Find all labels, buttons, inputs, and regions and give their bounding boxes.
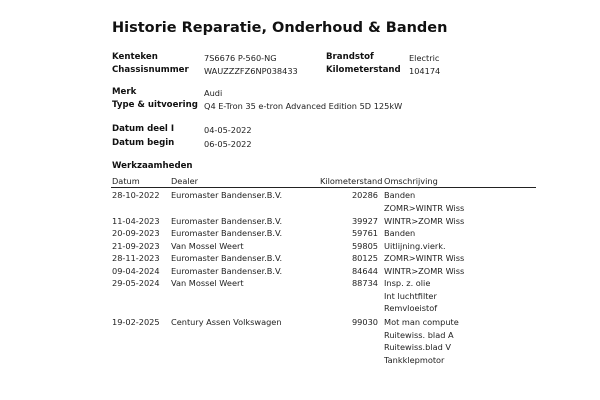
kenteken-value: 7S6676 P-560-NG bbox=[204, 53, 277, 63]
row-datum: 11-04-2023 bbox=[112, 216, 160, 226]
header-omschrijving: Omschrijving bbox=[384, 176, 438, 186]
row-omschrijving: ZOMR>WINTR Wiss bbox=[384, 203, 465, 213]
merk-value: Audi bbox=[204, 88, 223, 98]
row-datum: 20-09-2023 bbox=[112, 228, 160, 238]
row-kilometerstand: 39927 bbox=[351, 216, 378, 226]
brandstof-label: Brandstof bbox=[326, 52, 374, 62]
row-omschrijving: Insp. z. olie bbox=[384, 278, 431, 288]
datum-deel-value: 04-05-2022 bbox=[204, 125, 252, 135]
kenteken-label: Kenteken bbox=[112, 52, 158, 62]
datum-deel-label: Datum deel I bbox=[112, 124, 175, 134]
row-datum: 09-04-2024 bbox=[112, 266, 160, 276]
row-omschrijving: ZOMR>WINTR Wiss bbox=[384, 253, 465, 263]
merk-label: Merk bbox=[112, 87, 137, 97]
chassis-value: WAUZZZFZ6NP038433 bbox=[204, 66, 298, 76]
row-omschrijving: Mot man compute bbox=[384, 317, 459, 327]
header-dealer: Dealer bbox=[171, 176, 199, 186]
row-datum: 21-09-2023 bbox=[112, 241, 160, 251]
row-dealer: Euromaster Bandenser.B.V. bbox=[171, 216, 283, 226]
row-omschrijving: WINTR>ZOMR Wiss bbox=[384, 216, 465, 226]
header-divider bbox=[111, 187, 536, 188]
row-kilometerstand: 59761 bbox=[351, 228, 378, 238]
row-kilometerstand: 84644 bbox=[351, 266, 378, 276]
row-dealer: Euromaster Bandenser.B.V. bbox=[171, 253, 283, 263]
type-value: Q4 E-Tron 35 e-tron Advanced Edition 5D 125kW bbox=[204, 101, 403, 111]
row-kilometerstand: 99030 bbox=[351, 317, 378, 327]
row-omschrijving: Banden bbox=[384, 190, 416, 200]
type-label: Type & uitvoering bbox=[112, 100, 198, 110]
row-datum: 19-02-2025 bbox=[112, 317, 160, 327]
row-omschrijving: Uitlijning.vierk. bbox=[384, 241, 446, 251]
chassis-label: Chassisnummer bbox=[112, 65, 189, 75]
row-dealer: Euromaster Bandenser.B.V. bbox=[171, 266, 283, 276]
header-datum: Datum bbox=[112, 176, 140, 186]
row-kilometerstand: 59805 bbox=[351, 241, 378, 251]
row-omschrijving: Ruitewiss. blad A bbox=[384, 330, 454, 340]
page-title: Historie Reparatie, Onderhoud & Banden bbox=[112, 20, 448, 36]
row-omschrijving: Banden bbox=[384, 228, 416, 238]
row-datum: 28-10-2022 bbox=[112, 190, 160, 200]
header-kilometerstand: Kilometerstand bbox=[320, 176, 383, 186]
row-dealer: Van Mossel Weert bbox=[171, 241, 244, 251]
kilometerstand-value: 104174 bbox=[409, 66, 441, 76]
row-dealer: Century Assen Volkswagen bbox=[171, 317, 282, 327]
row-dealer: Van Mossel Weert bbox=[171, 278, 244, 288]
werkzaamheden-heading: Werkzaamheden bbox=[112, 161, 193, 171]
row-omschrijving: Ruitewiss.blad V bbox=[384, 342, 452, 352]
datum-begin-label: Datum begin bbox=[112, 138, 175, 148]
row-kilometerstand: 80125 bbox=[351, 253, 378, 263]
row-kilometerstand: 88734 bbox=[351, 278, 378, 288]
datum-begin-value: 06-05-2022 bbox=[204, 139, 252, 149]
row-kilometerstand: 20286 bbox=[351, 190, 378, 200]
row-omschrijving: Int luchtfilter bbox=[384, 291, 437, 301]
kilometerstand-label: Kilometerstand bbox=[326, 65, 401, 75]
row-dealer: Euromaster Bandenser.B.V. bbox=[171, 228, 283, 238]
brandstof-value: Electric bbox=[409, 53, 440, 63]
row-omschrijving: WINTR>ZOMR Wiss bbox=[384, 266, 465, 276]
row-omschrijving: Remvloeistof bbox=[384, 303, 438, 313]
row-datum: 28-11-2023 bbox=[112, 253, 160, 263]
row-omschrijving: Tankklepmotor bbox=[384, 355, 445, 365]
row-dealer: Euromaster Bandenser.B.V. bbox=[171, 190, 283, 200]
row-datum: 29-05-2024 bbox=[112, 278, 160, 288]
